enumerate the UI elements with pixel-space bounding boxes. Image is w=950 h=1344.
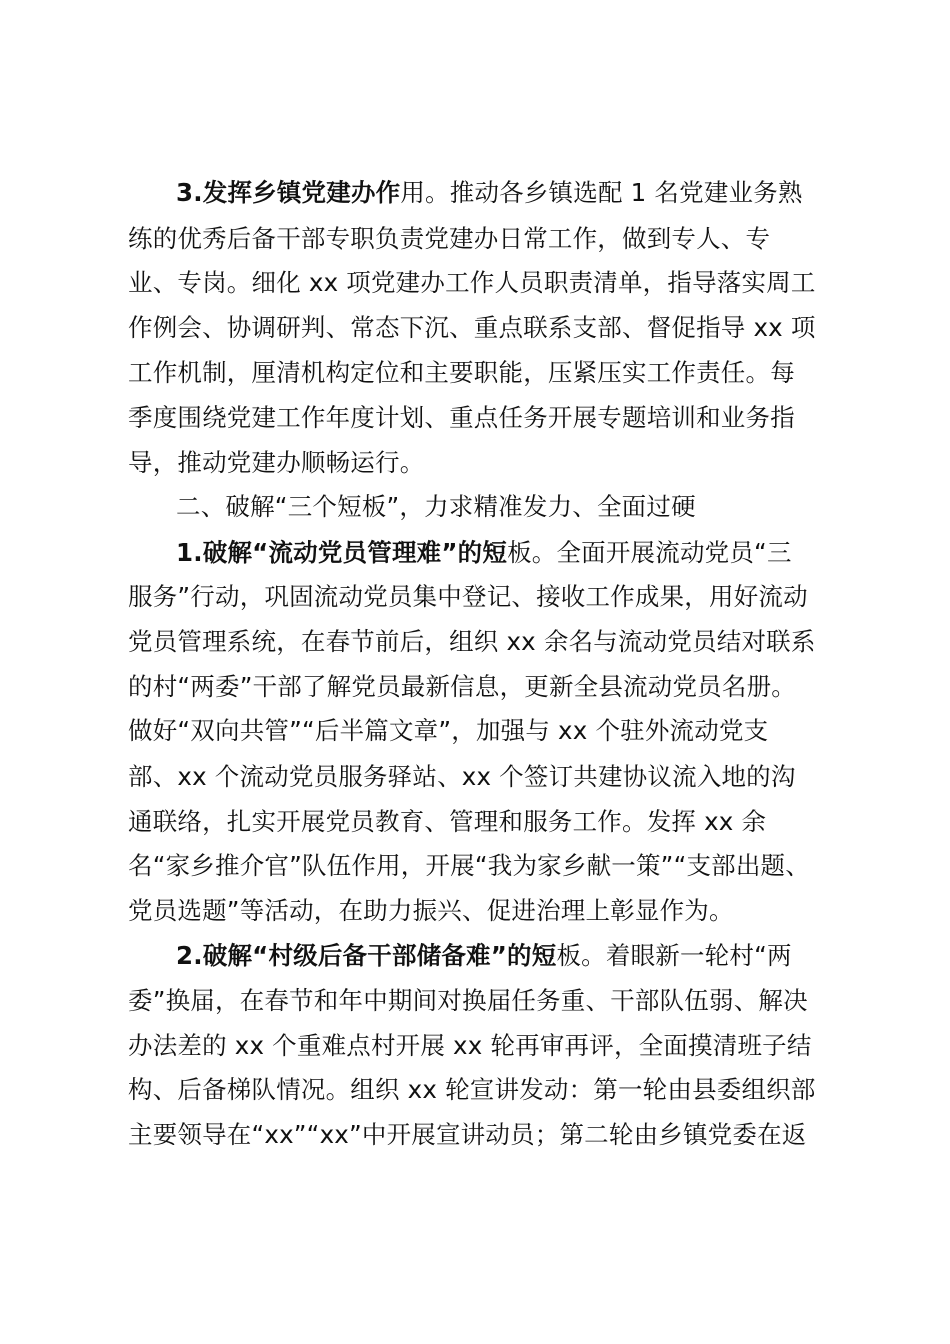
paragraph-2-line bbox=[176, 941, 792, 971]
paragraph-3-line: 季度围绕党建工作年度计划、重点任务开展专题培训和业务指 bbox=[128, 403, 795, 432]
paragraph-1-line bbox=[176, 538, 792, 568]
paragraph-1-line: 部、xx 个流动党员服务驿站、xx 个签订共建协议流入地的沟 bbox=[128, 762, 796, 791]
paragraph-heading: 2.破解“村级后备干部储备难”的短 bbox=[176, 941, 557, 970]
paragraph-text: 板。着眼新一轮村“两 bbox=[556, 941, 792, 970]
paragraph-3-line bbox=[176, 178, 803, 208]
paragraph-3-line: 工作机制，厘清机构定位和主要职能，压紧压实工作责任。每 bbox=[128, 358, 795, 387]
paragraph-text: 板。全面开展流动党员“三 bbox=[507, 538, 792, 567]
paragraph-text: 用。推动各乡镇选配 1 名党建业务熟 bbox=[400, 178, 803, 207]
paragraph-3-line: 业、专岗。细化 xx 项党建办工作人员职责清单，指导落实周工 bbox=[128, 268, 816, 297]
paragraph-2-line: 办法差的 xx 个重难点村开展 xx 轮再审再评，全面摸清班子结 bbox=[128, 1031, 812, 1060]
paragraph-2-line: 主要领导在“xx”“xx”中开展宣讲动员；第二轮由乡镇党委在返 bbox=[128, 1120, 807, 1149]
paragraph-2-line: 委”换届，在春节和年中期间对换届任务重、干部队伍弱、解决 bbox=[128, 986, 808, 1015]
paragraph-3-line: 练的优秀后备干部专职负责党建办日常工作，做到专人、专 bbox=[128, 224, 771, 253]
paragraph-3-line: 导，推动党建办顺畅运行。 bbox=[128, 448, 425, 477]
paragraph-1-line: 党员选题”等活动，在助力振兴、促进治理上彰显作为。 bbox=[128, 896, 734, 925]
paragraph-2-line: 构、后备梯队情况。组织 xx 轮宣讲发动：第一轮由县委组织部 bbox=[128, 1075, 816, 1104]
paragraph-heading: 1.破解“流动党员管理难”的短 bbox=[176, 538, 508, 567]
paragraph-1-line: 党员管理系统，在春节前后，组织 xx 余名与流动党员结对联系 bbox=[128, 627, 816, 656]
paragraph-1-line: 通联络，扎实开展党员教育、管理和服务工作。发挥 xx 余 bbox=[128, 807, 767, 836]
section-heading: 二、破解“三个短板”，力求精准发力、全面过硬 bbox=[176, 492, 696, 521]
paragraph-1-line: 做好“双向共管”“后半篇文章”，加强与 xx 个驻外流动党支 bbox=[128, 716, 769, 745]
paragraph-1-line: 的村“两委”干部了解党员最新信息，更新全县流动党员名册。 bbox=[128, 672, 796, 701]
paragraph-heading: 3.发挥乡镇党建办作 bbox=[176, 178, 401, 207]
paragraph-1-line: 服务”行动，巩固流动党员集中登记、接收工作成果，用好流动 bbox=[128, 582, 808, 611]
paragraph-3-line: 作例会、协调研判、常态下沉、重点联系支部、督促指导 xx 项 bbox=[128, 313, 816, 342]
paragraph-1-line: 名“家乡推介官”队伍作用，开展“我为家乡献一策”“支部出题、 bbox=[128, 851, 810, 880]
